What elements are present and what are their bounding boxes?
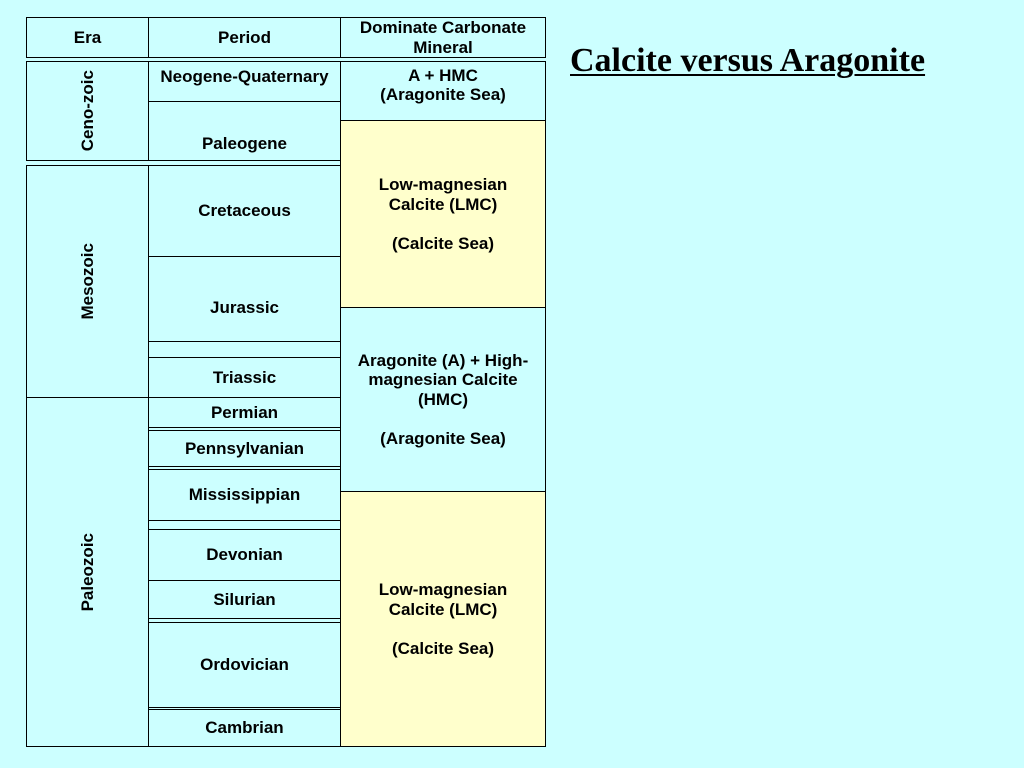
mineral-description-line: magnesian Calcite (368, 370, 518, 390)
mineral-cell-aragonite-hmc (340, 61, 546, 121)
period-cell-devonian (148, 529, 341, 581)
period-cell-cambrian (148, 709, 341, 747)
period-cell-mississippian (148, 469, 341, 521)
period-label: Permian (210, 402, 279, 422)
period-label: Mississippian (188, 485, 301, 505)
period-cell-jurassic (148, 256, 341, 342)
period-label: Cretaceous (198, 201, 291, 221)
era-cell-mesozoic (26, 165, 149, 398)
mineral-sea-label: (Calcite Sea) (391, 233, 495, 253)
period-label: Jurassic (210, 297, 279, 317)
mineral-description-line: Calcite (LMC) (388, 194, 498, 214)
mineral-description-line: Calcite (LMC) (388, 599, 498, 619)
period-label: Cambrian (205, 718, 284, 738)
mineral-cell-aragonite-sea (340, 307, 546, 492)
era-label-paleozoic: Paleozoic (77, 532, 97, 612)
period-label: Ordovician (200, 655, 289, 675)
period-cell-silurian (148, 580, 341, 619)
mineral-description-line: Aragonite (A) + High- (357, 350, 529, 370)
period-label: Silurian (213, 589, 276, 609)
header-period-cell (148, 17, 341, 58)
header-mineral-cell (340, 17, 546, 58)
period-cell-triassic (148, 357, 341, 398)
mineral-description-line: Low-magnesian (378, 580, 508, 599)
era-cell-cenozoic (26, 61, 149, 161)
era-label-mesozoic: Mesozoic (77, 243, 97, 320)
period-cell-permian (148, 397, 341, 428)
mineral-cell-lmc-calcite-sea (340, 120, 546, 308)
period-cell-pennsylvanian (148, 430, 341, 467)
mineral-description-line: (HMC) (417, 389, 469, 409)
period-cell-cretaceous (148, 165, 341, 257)
mineral-description-line: A + HMC (408, 65, 478, 85)
slide-title: Calcite versus Aragonite (570, 42, 926, 79)
header-period-label: Period (218, 27, 271, 47)
mineral-description-line: Low-magnesian (378, 175, 508, 194)
period-label: Pennsylvanian (184, 438, 305, 458)
mineral-cell-lmc-calcite-sea-paleozoic (340, 491, 546, 747)
period-label: Paleogene (201, 133, 288, 153)
period-label: Devonian (206, 545, 283, 565)
period-label: Triassic (212, 367, 277, 387)
mineral-sea-label: (Aragonite Sea) (380, 85, 506, 104)
period-cell-paleogene (148, 101, 341, 161)
era-cell-paleozoic (26, 397, 149, 747)
header-era-label: Era (73, 27, 102, 47)
era-label-cenozoic: Ceno-zoic (77, 70, 97, 152)
header-mineral-label: Dominate Carbonate Mineral (359, 17, 527, 57)
period-cell-neogene-quaternary (148, 61, 341, 102)
period-spacer-row (148, 341, 341, 358)
period-cell-ordovician (148, 622, 341, 708)
header-era-cell (26, 17, 149, 58)
period-label: Neogene-Quaternary (160, 66, 329, 86)
mineral-sea-label: (Calcite Sea) (391, 638, 495, 658)
mineral-sea-label: (Aragonite Sea) (380, 428, 506, 448)
